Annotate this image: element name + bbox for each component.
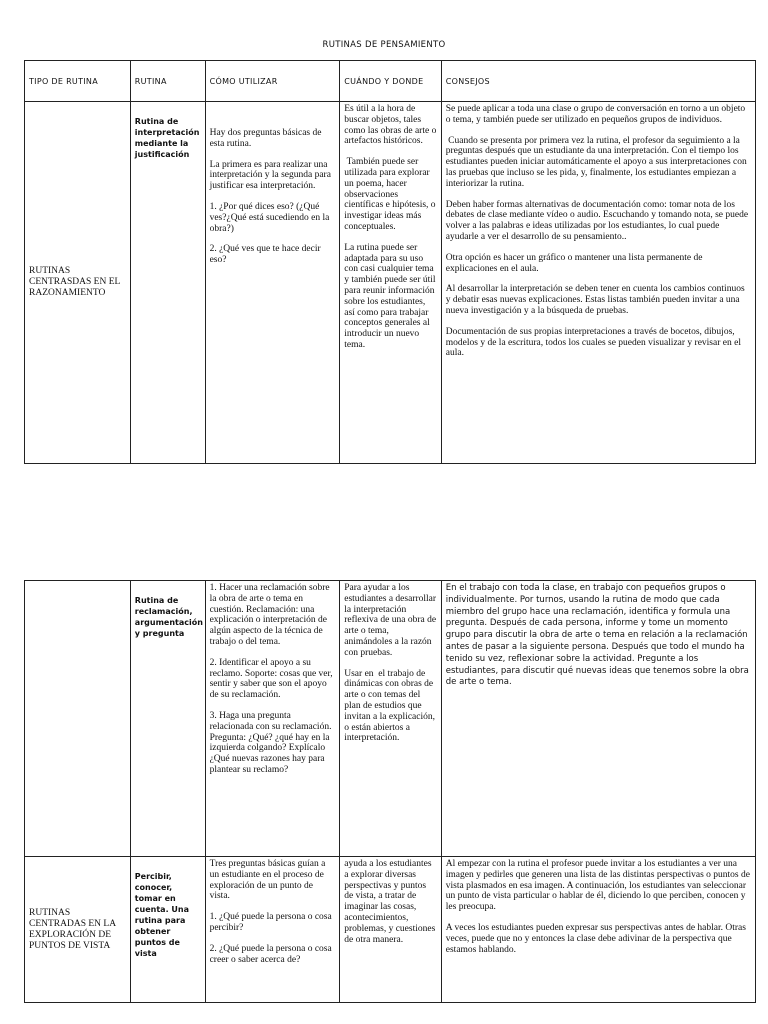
consejos-paragraph: Otra opción es hacer un gráfico o mantener una lista permanente de explicaciones en el aula.	[445, 252, 703, 274]
cuando-paragraph: Usar en el trabajo de dinámicas con obras de arte o con temas del plan de estudios que invitan a la explicación, o están abiertos a interpretación.	[344, 668, 438, 744]
rutina-cell: Rutina de reclamación, argumentación y pregunta	[130, 581, 205, 857]
table-row	[25, 857, 756, 1003]
como-cell	[205, 102, 340, 464]
consejos-paragraph: Documentación de sus propias interpretaciones a través de bocetos, dibujos, modelos y de la escritura, todos los cuales se pueden visualizar y revisar en el aula.	[445, 326, 741, 359]
cuando-paragraph: ayuda a los estudiantes a explorar diversas perspectivas y puntos de vista, a tratar de imaginar las cosas, acontecimientos, problemas, y cuestiones de otra manera.	[344, 859, 436, 945]
cuando-paragraph: También puede ser utilizada para explorar un poema, hacer observaciones científicas e hipótesis, o investigar ideas más conceptuales.	[344, 157, 438, 232]
header-consejos: CONSEJOS	[441, 61, 755, 102]
como-paragraph: 2. ¿Qué puede la persona o cosa creer o saber acerca de?	[209, 943, 332, 965]
consejos-cell	[441, 857, 755, 1003]
como-paragraph: Hay dos preguntas básicas de esta rutina.	[209, 128, 322, 149]
rutina-cell: Percibir, conocer, tomar en cuenta. Una rutina para obtener puntos de vista	[130, 857, 205, 1003]
consejos-paragraph: Al empezar con la rutina el profesor puede invitar a los estudiantes a ver una imagen y pedirles que generen una lista de las distintas perspectivas o puntos de vista plasmados en esa imagen. A continuación, los estudiantes van seleccionar un punto de vista particular o hablar de él, diciendo lo que perciben, conocen y les preocupa.	[445, 859, 750, 913]
table-row	[25, 102, 756, 464]
table-header-row	[25, 61, 756, 102]
tipo-cell: RUTINAS CENTRASDAS EN EL RAZONAMIENTO	[25, 102, 131, 464]
consejos-paragraph: Deben haber formas alternativas de documentación como: tomar nota de los debates de clase mediante vídeo o audio. Escuchando y tomando nota, se puede volver a las palabras e ideas utilizadas por los estudiantes, lo cual puede ayudarle a ver el desarrollo de su pensamiento..	[445, 199, 749, 242]
routines-table-1	[24, 60, 756, 464]
como-paragraph: 1. Hacer una reclamación sobre la obra de arte o tema en cuestión. Reclamación: una explicación o interpretación de algún aspecto de la técnica de trabajo o del tema.	[209, 583, 330, 647]
page-title: RUTINAS DE PENSAMIENTO	[322, 40, 446, 50]
consejos-paragraph: Cuando se presenta por primera vez la rutina, el profesor da seguimiento a la preguntas después que un estudiante da una interpretación. Con el tiempo los estudiantes pueden iniciar automáticamente el apoyo a sus interpretaciones con las pruebas que incluso se les pida, y, finalmente, los estudiantes empiezan a interiorizar la rutina.	[445, 135, 750, 189]
header-cuando: CUÁNDO Y DONDE	[340, 61, 442, 102]
cuando-cell	[340, 857, 442, 1003]
tipo-cell	[25, 581, 131, 857]
consejos-cell	[441, 102, 755, 464]
como-paragraph: 3. Haga una pregunta relacionada con su reclamación. Pregunta: ¿Qué? ¿qué hay en la izquierda colgando? Explícalo ¿Qué nuevas razones hay para plantear su reclamo?	[209, 710, 332, 775]
consejos-cell	[441, 581, 755, 857]
cuando-paragraph: Para ayudar a los estudiantes a desarrollar la interpretación reflexiva de una obra de arte o tema, animándoles a la razón con pruebas.	[344, 583, 437, 658]
header-rutina: RUTINA	[130, 61, 205, 102]
tipo-cell: RUTINAS CENTRADAS EN LA EXPLORACIÓN DE PUNTOS DE VISTA	[25, 857, 131, 1003]
como-paragraph: Tres preguntas básicas guían a un estudiante en el proceso de exploración de un punto de vista.	[209, 859, 326, 902]
como-paragraph: 2. ¿Qué ves que te hace decir eso?	[209, 244, 321, 266]
como-cell	[205, 581, 340, 857]
cuando-cell	[340, 581, 442, 857]
cuando-paragraph: Es útil a la hora de buscar objetos, tales como las obras de arte o artefactos históricos.	[344, 104, 437, 147]
como-paragraph: 1. ¿Por qué dices eso? (¿Qué ves?¿Qué está sucediendo en la obra?)	[209, 201, 330, 234]
rutina-cell: Rutina de interpretación mediante la justificación	[130, 102, 205, 464]
table-row	[25, 581, 756, 857]
como-paragraph: 1. ¿Qué puede la persona o cosa percibir?	[209, 912, 332, 933]
como-paragraph: 2. Identificar el apoyo a su reclamo. Soporte: cosas que ver, sentir y saber que son el apoyo de su reclamación.	[209, 657, 333, 701]
consejos-paragraph: A veces los estudiantes pueden expresar sus perspectivas antes de hablar. Otras veces, puede que no y entonces la clase debe adivinar de la perspectiva que estamos hablando.	[445, 922, 746, 955]
header-como: CÓMO UTILIZAR	[205, 61, 340, 102]
consejos-paragraph: Al desarrollar la interpretación se deben tener en cuenta los cambios continuos y debatir esas nuevas explicaciones. Estas listas también pueden invitar a una nueva investigación y a la búsqueda de pruebas.	[445, 284, 745, 316]
consejos-paragraph: Se puede aplicar a toda una clase o grupo de conversación en torno a un objeto o tema, y también puede ser utilizado en pequeños grupos de individuos.	[445, 104, 746, 125]
cuando-paragraph: La rutina puede ser adaptada para su uso con casi cualquier tema y también puede ser útil para reunir información sobre los estudiantes, así como para trabajar conceptos generales al introducir un nuevo tema.	[344, 242, 436, 350]
como-cell	[205, 857, 340, 1003]
como-paragraph: La primera es para realizar una interpretación y la segunda para justificar esa interpretación.	[209, 159, 331, 192]
consejos-paragraph: En el trabajo con toda la clase, en trabajo con pequeños grupos o individualmente. Por turnos, usando la rutina de modo que cada miembro del grupo hace una reclamación, identifica y formula una pregunta. Después de cada persona, informe y tome un momento grupo para discutir la obra de arte o tema en relación a la reclamación antes de pasar a la siguiente persona. Después que todo el mundo ha tenido su vez, reflexionar sobre la actividad. Pregunte a los estudiantes, para discutir qué nuevas ideas que tenemos sobre la obra de arte o tema.	[445, 583, 749, 688]
cuando-cell	[340, 102, 442, 464]
header-tipo: TIPO DE RUTINA	[25, 61, 131, 102]
routines-table-2	[24, 580, 756, 1003]
